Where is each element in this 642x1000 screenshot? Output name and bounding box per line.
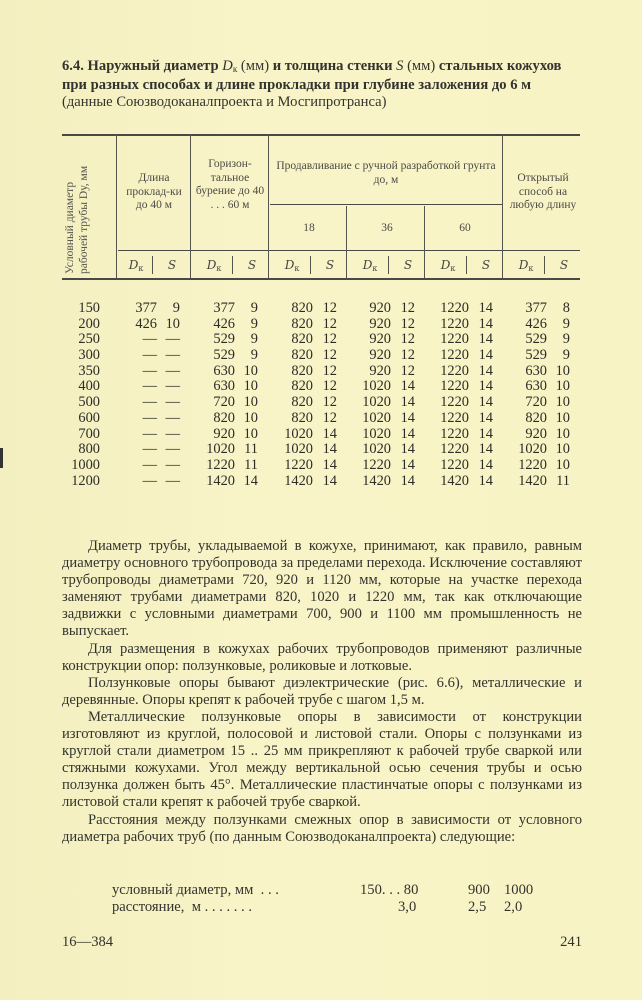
- table-cell: 820: [291, 300, 313, 316]
- table-cell: 1420: [362, 472, 391, 489]
- table-cell: —: [165, 425, 180, 442]
- paragraph: Ползунковые опоры бывают диэлектрические (рис. 6.6), металлические и деревянные. Опоры крепят к рабочей трубе с шагом 1,5 м.: [62, 674, 582, 708]
- table-cell: 12: [322, 409, 337, 426]
- table-cell: 630: [213, 378, 235, 395]
- table-cell: 9: [250, 315, 258, 332]
- table-cell: —: [142, 347, 157, 364]
- table-cell: 10: [555, 425, 570, 442]
- table-cell: 800: [78, 441, 100, 458]
- table-cell: 14: [478, 347, 493, 364]
- table-cell: 14: [478, 425, 493, 442]
- table-cell: 14: [400, 425, 415, 442]
- table-cell: 12: [322, 394, 337, 411]
- subheader-s: S: [559, 258, 569, 272]
- paragraph: Диаметр трубы, укладываемой в кожухе, принимают, как правило, равным диаметру основного трубопровода за пределами перехода. Исключение составляют трубопроводы диаметрами 720, 920 и 1120 мм, которые на участке перехода заменяют трубами диаметрами 820, 1020 и 1220 мм, так как отключающие задвижки с условными диаметрами 700, 900 и 1100 мм промышленность не выпускает.: [62, 538, 583, 640]
- table-cell: 11: [556, 472, 570, 489]
- table-cell: 12: [400, 347, 415, 364]
- table-cell: —: [165, 378, 180, 395]
- table-cell: 14: [478, 409, 493, 426]
- subheader-s: S: [325, 258, 335, 272]
- table-cell: 9: [250, 331, 258, 348]
- table-cell: 10: [243, 394, 258, 411]
- table-row: [62, 364, 582, 380]
- table-cell: —: [142, 472, 157, 489]
- table-cell: 9: [562, 347, 570, 364]
- table-cell: 10: [555, 441, 570, 458]
- table-cell: 9: [250, 347, 258, 364]
- table-cell: —: [142, 378, 157, 395]
- table-cell: 1020: [518, 441, 547, 458]
- table-cell: 1220: [518, 456, 547, 473]
- table-cell: 14: [322, 456, 337, 473]
- table-cell: 14: [478, 362, 493, 379]
- table-cell: 11: [244, 456, 258, 473]
- table-cell: 529: [213, 331, 235, 348]
- table-cell: 14: [478, 378, 493, 395]
- table-cell: 12: [400, 331, 415, 348]
- header-pushing: Продавливание с ручной разработкой грунта до, м: [276, 160, 496, 186]
- table-cell: 1220: [284, 456, 313, 473]
- table-cell: 150: [78, 300, 100, 316]
- table-cell: 1420: [518, 472, 547, 489]
- table-cell: 1020: [362, 441, 391, 458]
- table-cell: 1020: [284, 425, 313, 442]
- table-cell: 14: [400, 394, 415, 411]
- table-caption: 6.4. Наружный диаметр $D_к$ (мм) и толщина стенки S (мм) стальных кожухов при разных способах и длине прокладки при глубине заложения до 6 м (данные Союзводоканалпроекта и Мосгипротранса): [62, 58, 562, 110]
- table-cell: —: [165, 409, 180, 426]
- table-cell: —: [142, 409, 157, 426]
- table-row: [62, 427, 582, 443]
- table-cell: 9: [562, 315, 570, 332]
- subheader-s: S: [403, 258, 413, 272]
- table-cell: 12: [322, 315, 337, 332]
- printer-signature: 16—384: [62, 934, 114, 950]
- table-cell: 10: [243, 378, 258, 395]
- table-cell: 1220: [440, 347, 469, 364]
- table-header: [62, 134, 580, 278]
- table-cell: 1420: [206, 472, 235, 489]
- table-cell: 14: [322, 472, 337, 489]
- table-cell: 426: [525, 315, 547, 332]
- subheader-s: S: [247, 258, 257, 272]
- table-cell: —: [142, 331, 157, 348]
- table-cell: 1220: [440, 315, 469, 332]
- table-cell: 630: [525, 362, 547, 379]
- table-cell: 1220: [440, 331, 469, 348]
- header-horizontal-boring: Горизон-тальное бурение до 40 . . . 60 м: [195, 158, 265, 211]
- table-cell: 1020: [362, 425, 391, 442]
- subheader-dk: Dк: [362, 258, 378, 273]
- table-cell: 529: [525, 331, 547, 348]
- table-cell: 10: [555, 362, 570, 379]
- table-cell: 630: [213, 362, 235, 379]
- table-row: [62, 379, 582, 395]
- table-cell: 920: [369, 362, 391, 379]
- table-cell: —: [165, 394, 180, 411]
- paragraph: Расстояния между ползунками смежных опор в зависимости от условного диаметра рабочих труб (по данным Союзводоканалпроекта) следующие:: [62, 811, 582, 845]
- table-row: [62, 395, 582, 411]
- table-cell: 426: [135, 315, 157, 332]
- table-cell: 12: [400, 300, 415, 316]
- table-cell: 14: [322, 441, 337, 458]
- header-depth-60: 60: [459, 222, 471, 234]
- subheader-dk: Dк: [206, 258, 222, 273]
- table-cell: 700: [78, 425, 100, 442]
- subheader-s: S: [481, 258, 491, 272]
- table-cell: —: [165, 472, 180, 489]
- table-cell: 1020: [362, 378, 391, 395]
- body-text: [62, 538, 582, 846]
- depth-rule: [270, 204, 502, 205]
- table-cell: 14: [400, 378, 415, 395]
- table-cell: 250: [78, 331, 100, 348]
- table-cell: 1020: [284, 441, 313, 458]
- table-cell: —: [165, 456, 180, 473]
- table-cell: —: [165, 441, 180, 458]
- table-cell: 1220: [440, 456, 469, 473]
- table-cell: 820: [525, 409, 547, 426]
- header-depth-36: 36: [381, 222, 393, 234]
- table-cell: 9: [250, 300, 258, 316]
- table-cell: 14: [243, 472, 258, 489]
- spacing-row-distance: расстояние, м . . . . . . . 3,0 2,5 2,0: [112, 899, 523, 915]
- table-cell: 377: [525, 300, 547, 316]
- table-cell: —: [165, 347, 180, 364]
- table-cell: 11: [244, 441, 258, 458]
- table-cell: 1220: [440, 300, 469, 316]
- table-row: [62, 442, 582, 458]
- table-cell: 377: [135, 300, 157, 316]
- table-cell: 12: [322, 331, 337, 348]
- subheader-dk: Dк: [440, 258, 456, 273]
- table-cell: 820: [291, 378, 313, 395]
- table-cell: 920: [369, 347, 391, 364]
- table-cell: 300: [78, 347, 100, 364]
- table-cell: 12: [322, 362, 337, 379]
- table-cell: —: [142, 425, 157, 442]
- table-cell: 529: [525, 347, 547, 364]
- table-cell: 10: [555, 409, 570, 426]
- table-cell: 1020: [206, 441, 235, 458]
- table-cell: 500: [78, 394, 100, 411]
- paragraph: Металлические ползунковые опоры в зависимости от конструкции изготовляют из круглой, полосовой и листовой стали. Опоры с ползунками из круглой стали диаметром 15 .. 25 мм прикрепляют к рабочей трубе сваркой или стяжными кожухами. Угол между вертикальной осью сечения трубы и осью ползунка должен быть 45°. Металлические пластинчатые опоры с ползунками из листовой стали крепят к рабочей трубе сваркой.: [62, 708, 582, 811]
- header-open-method: Открытый способ на любую длину: [509, 172, 577, 211]
- table-cell: 600: [78, 409, 100, 426]
- table-cell: 350: [78, 362, 100, 379]
- table-cell: 10: [243, 425, 258, 442]
- table-cell: 1420: [284, 472, 313, 489]
- table-cell: 10: [555, 394, 570, 411]
- table-cell: 1020: [362, 409, 391, 426]
- table-cell: 10: [555, 378, 570, 395]
- header-bottom-rule: [62, 278, 580, 280]
- table-cell: —: [142, 456, 157, 473]
- table-cell: 8: [562, 300, 570, 316]
- table-cell: 10: [243, 409, 258, 426]
- table-cell: 10: [555, 456, 570, 473]
- table-cell: 14: [400, 472, 415, 489]
- table-cell: 14: [478, 331, 493, 348]
- table-cell: 12: [400, 315, 415, 332]
- table-cell: 12: [400, 362, 415, 379]
- table-cell: 14: [400, 441, 415, 458]
- table-cell: 720: [213, 394, 235, 411]
- table-cell: 920: [369, 331, 391, 348]
- subheader-dk: Dк: [518, 258, 534, 273]
- table-cell: 1020: [362, 394, 391, 411]
- subheader-rule: [118, 250, 580, 251]
- table-row: [62, 301, 582, 317]
- table-body: [62, 301, 582, 489]
- table-cell: 10: [165, 315, 180, 332]
- table-cell: 9: [172, 300, 180, 316]
- table-cell: 14: [478, 456, 493, 473]
- header-length-40m: Длина проклад-ки до 40 м: [126, 172, 182, 211]
- table-cell: 1220: [440, 378, 469, 395]
- table-cell: 920: [525, 425, 547, 442]
- table-cell: 820: [291, 394, 313, 411]
- table-cell: 14: [478, 300, 493, 316]
- subheader-s: S: [167, 258, 177, 272]
- table-cell: 1220: [440, 409, 469, 426]
- table-cell: —: [165, 362, 180, 379]
- table-cell: 820: [291, 362, 313, 379]
- table-cell: 10: [243, 362, 258, 379]
- table-cell: 14: [322, 425, 337, 442]
- table-cell: 200: [78, 315, 100, 332]
- table-cell: 426: [213, 315, 235, 332]
- table-cell: 820: [213, 409, 235, 426]
- table-cell: 529: [213, 347, 235, 364]
- table-cell: 720: [525, 394, 547, 411]
- table-cell: 9: [562, 331, 570, 348]
- table-cell: 920: [369, 300, 391, 316]
- table-cell: 1220: [362, 456, 391, 473]
- table-cell: 820: [291, 409, 313, 426]
- table-cell: 920: [369, 315, 391, 332]
- table-cell: 12: [322, 347, 337, 364]
- table-row: [62, 317, 582, 333]
- table-cell: 820: [291, 331, 313, 348]
- table-cell: 1220: [206, 456, 235, 473]
- page-number: 241: [560, 934, 582, 950]
- table-row: [62, 411, 582, 427]
- subheader-dk: Dк: [284, 258, 300, 273]
- table-row: [62, 348, 582, 364]
- header-nominal-diameter: Условный диаметр рабочей трубы Dу, мм: [64, 165, 90, 274]
- table-cell: —: [142, 394, 157, 411]
- table-cell: 1220: [440, 425, 469, 442]
- table-cell: 14: [400, 409, 415, 426]
- header-depth-18: 18: [303, 222, 315, 234]
- spacing-row-diameter: условный диаметр, мм . . . 150. . . 80 900 1000: [112, 882, 534, 898]
- table-cell: 920: [213, 425, 235, 442]
- table-cell: 377: [213, 300, 235, 316]
- table-cell: 1000: [71, 456, 100, 473]
- table-cell: 14: [478, 441, 493, 458]
- table-cell: 14: [478, 472, 493, 489]
- table-cell: 1200: [71, 472, 100, 489]
- table-cell: 14: [400, 456, 415, 473]
- table-row: [62, 474, 582, 490]
- subheader-dk: Dк: [128, 258, 144, 273]
- scan-edge-mark: [0, 448, 3, 468]
- table-cell: —: [142, 362, 157, 379]
- table-cell: 400: [78, 378, 100, 395]
- table-row: [62, 458, 582, 474]
- table-cell: 12: [322, 300, 337, 316]
- paragraph: Для размещения в кожухах рабочих трубопроводов применяют различные конструкции опор: ползунковые, роликовые и лотковые.: [62, 640, 582, 674]
- table-cell: 12: [322, 378, 337, 395]
- table-row: [62, 332, 582, 348]
- table-cell: 1420: [440, 472, 469, 489]
- table-cell: 14: [478, 315, 493, 332]
- support-spacing-table: [112, 882, 552, 916]
- table-cell: 14: [478, 394, 493, 411]
- table-cell: 1220: [440, 362, 469, 379]
- table-cell: —: [142, 441, 157, 458]
- table-cell: —: [165, 331, 180, 348]
- table-cell: 630: [525, 378, 547, 395]
- table-cell: 1220: [440, 394, 469, 411]
- table-number: 6.4.: [62, 58, 84, 74]
- table-cell: 1220: [440, 441, 469, 458]
- table-cell: 820: [291, 315, 313, 332]
- table-cell: 820: [291, 347, 313, 364]
